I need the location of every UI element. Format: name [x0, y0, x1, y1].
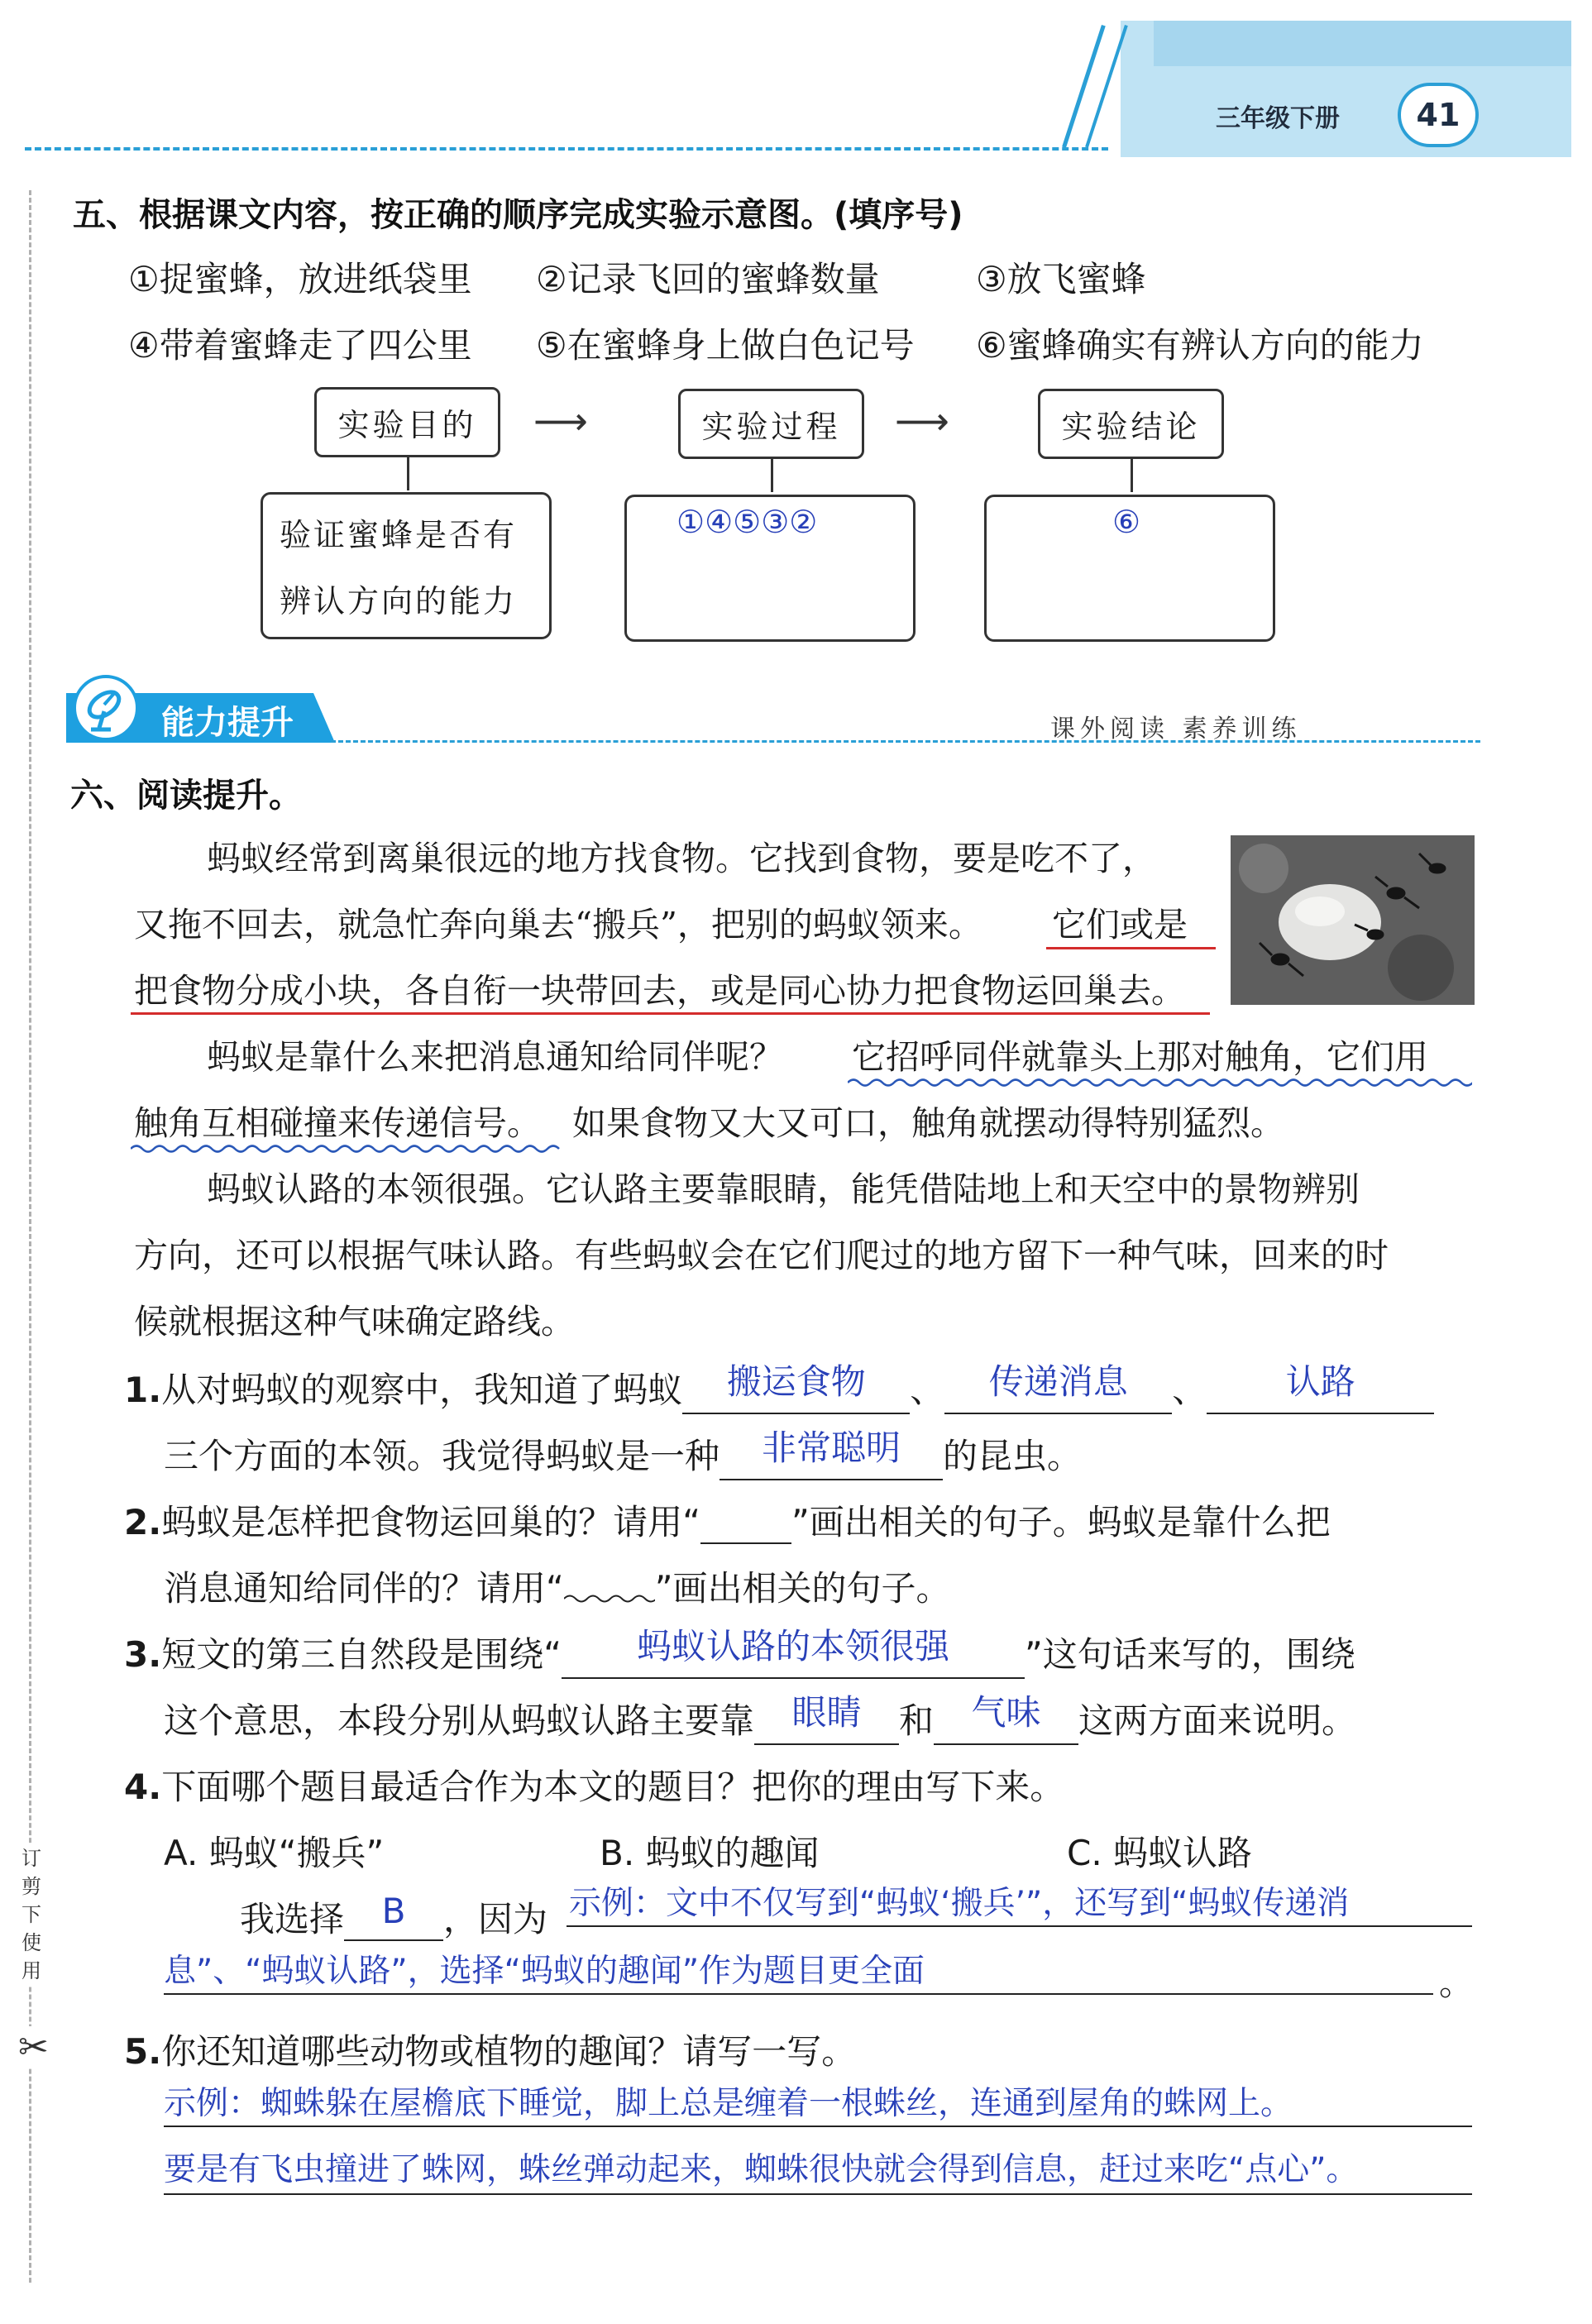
scissors-icon: ✂	[18, 2026, 49, 2068]
q1-blank-3[interactable]: 认路	[1207, 1363, 1434, 1414]
q4-reason-2: 息”、“蚂蚁认路”，选择“蚂蚁的趣闻”作为题目更全面	[164, 1953, 925, 1990]
q1-blank-1[interactable]: 搬运食物	[682, 1363, 910, 1414]
q4-option-a[interactable]: A. 蚂蚁“搬兵”	[164, 1833, 385, 1873]
q4-line-1: 4.下面哪个题目最适合作为本文的题目？把你的理由写下来。	[124, 1767, 1065, 1807]
page-number: 41	[1398, 83, 1479, 147]
ant-photo	[1231, 835, 1475, 1005]
p2-line-2b: 如果食物又大又可口，触角就摆动得特别猛烈。	[572, 1103, 1284, 1143]
arrow-right-icon: ⟶	[895, 399, 949, 443]
q1-line-2: 三个方面的本领。我觉得蚂蚁是一种 非常聪明 的昆虫。	[164, 1429, 1082, 1480]
q4-choice-blank[interactable]: B	[344, 1899, 443, 1941]
wavy-underline	[131, 1143, 561, 1155]
option-4: ④带着蜜蜂走了四公里	[128, 325, 472, 366]
option-3: ③放飞蜜蜂	[976, 259, 1146, 299]
q4-option-b[interactable]: B. 蚂蚁的趣闻	[600, 1833, 820, 1873]
q4-option-c[interactable]: C. 蚂蚁认路	[1067, 1833, 1253, 1873]
option-6: ⑥蜜蜂确实有辨认方向的能力	[976, 325, 1424, 366]
q5-answer-2: 要是有飞虫撞进了蛛网，蛛丝弹动起来，蜘蛛很快就会得到信息，赶过来吃“点心”。	[164, 2151, 1359, 2188]
header-slash	[1062, 25, 1106, 148]
q5-line-1: 5.你还知道哪些动物或植物的趣闻？请写一写。	[124, 2031, 857, 2072]
p3-line-3: 候就根据这种气味确定路线。	[134, 1302, 575, 1341]
connector	[407, 457, 409, 490]
answer-line	[164, 2193, 1472, 2195]
satellite-dish-icon	[73, 675, 139, 741]
p3-line-1: 蚂蚁认路的本领很强。它认路主要靠眼睛，能凭借陆地上和天空中的景物辨别	[207, 1169, 1360, 1209]
answer-line	[164, 1993, 1433, 1995]
section6-title: 六、阅读提升。	[70, 777, 302, 815]
section5-title: 五、根据课文内容，按正确的顺序完成实验示意图。(填序号)	[73, 196, 963, 234]
arrow-right-icon: ⟶	[533, 399, 588, 443]
header-shade	[1154, 21, 1571, 66]
grade-label: 三年级下册	[1216, 104, 1340, 133]
q5-answer-1: 示例：蜘蛛躲在屋檐底下睡觉，脚上总是缠着一根蛛丝，连通到屋角的蛛网上。	[164, 2085, 1293, 2122]
purpose-line-1: 验证蜜蜂是否有	[280, 517, 518, 553]
option-1: ①捉蜜蜂，放进纸袋里	[128, 259, 472, 299]
p1-line-2-underlined: 它们或是	[1052, 905, 1188, 944]
flow-box-process: 实验过程	[678, 389, 864, 459]
process-answer-box[interactable]	[624, 495, 916, 642]
q1-line-1: 1.从对蚂蚁的观察中，我知道了蚂蚁 搬运食物 、 传递消息 、 认路	[124, 1363, 1434, 1414]
purpose-box	[261, 492, 552, 639]
p2-line-1b: 它招呼同伴就靠头上那对触角，它们用	[852, 1037, 1428, 1077]
conclusion-answer: ⑥	[1112, 504, 1141, 540]
q1-blank-4[interactable]: 非常聪明	[720, 1429, 943, 1480]
q3-line-2: 这个意思，本段分别从蚂蚁认路主要靠 眼睛 和 气味 这两方面来说明。	[164, 1694, 1356, 1745]
q2-wavy-line-sample	[564, 1568, 655, 1609]
q2-line-1: 2.蚂蚁是怎样把食物运回巢的？请用“ ”画出相关的句子。蚂蚁是靠什么把	[124, 1502, 1331, 1542]
p2-line-1a: 蚂蚁是靠什么来把消息通知给同伴呢？	[207, 1037, 783, 1077]
q4-reason-1: 示例：文中不仅写到“蚂蚁‘搬兵’”，还写到“蚂蚁传递消	[569, 1885, 1350, 1922]
cut-label: 订 剪 下 使 用	[20, 1844, 43, 1985]
q4-choice-line: 我选择 B ，因为	[240, 1891, 548, 1939]
red-underline	[131, 1012, 1210, 1015]
banner-dashed-line	[331, 740, 1480, 743]
connector	[1131, 459, 1133, 492]
q2-line-2: 消息通知给同伴的？请用“ ”画出相关的句子。	[164, 1568, 951, 1609]
q3-blank-2[interactable]: 眼睛	[754, 1694, 899, 1745]
q4-end-period: 。	[1439, 1963, 1475, 2003]
flow-box-purpose: 实验目的	[314, 387, 500, 457]
conclusion-answer-box[interactable]	[984, 495, 1275, 642]
p1-line-1: 蚂蚁经常到离巢很远的地方找食物。它找到食物，要是吃不了，	[207, 839, 1156, 878]
p1-line-3: 把食物分成小块，各自衔一块带回去，或是同心协力把食物运回巢去。	[134, 971, 1185, 1011]
option-2: ②记录飞回的蜜蜂数量	[536, 259, 880, 299]
q3-line-1: 3.短文的第三自然段是围绕“ 蚂蚁认路的本领很强 ”这句话来写的，围绕	[124, 1628, 1355, 1679]
p2-line-2a: 触角互相碰撞来传递信号。	[134, 1103, 541, 1143]
banner-subtitle: 课外阅读 素养训练	[1050, 715, 1302, 744]
q2-straight-line-sample	[700, 1502, 791, 1544]
p3-line-2: 方向，还可以根据气味认路。有些蚂蚁会在它们爬过的地方留下一种气味，回来的时	[134, 1236, 1389, 1275]
q3-blank-3[interactable]: 气味	[934, 1694, 1078, 1745]
flow-box-conclusion: 实验结论	[1038, 389, 1224, 459]
q3-blank-1[interactable]: 蚂蚁认路的本领很强	[562, 1628, 1025, 1679]
answer-line	[164, 2126, 1472, 2127]
connector	[771, 459, 773, 492]
purpose-line-2: 辨认方向的能力	[280, 583, 518, 619]
ability-banner-title: 能力提升	[161, 704, 294, 742]
wavy-underline	[848, 1077, 1472, 1088]
q1-blank-2[interactable]: 传递消息	[944, 1363, 1172, 1414]
red-underline	[1046, 947, 1216, 949]
header-dashed-line	[25, 147, 1108, 151]
p1-line-2: 又拖不回去，就急忙奔向巢去“搬兵”，把别的蚂蚁领来。	[134, 905, 982, 944]
answer-line	[567, 1925, 1472, 1927]
option-5: ⑤在蜜蜂身上做白色记号	[536, 325, 915, 366]
process-answer: ①④⑤③②	[676, 504, 818, 540]
